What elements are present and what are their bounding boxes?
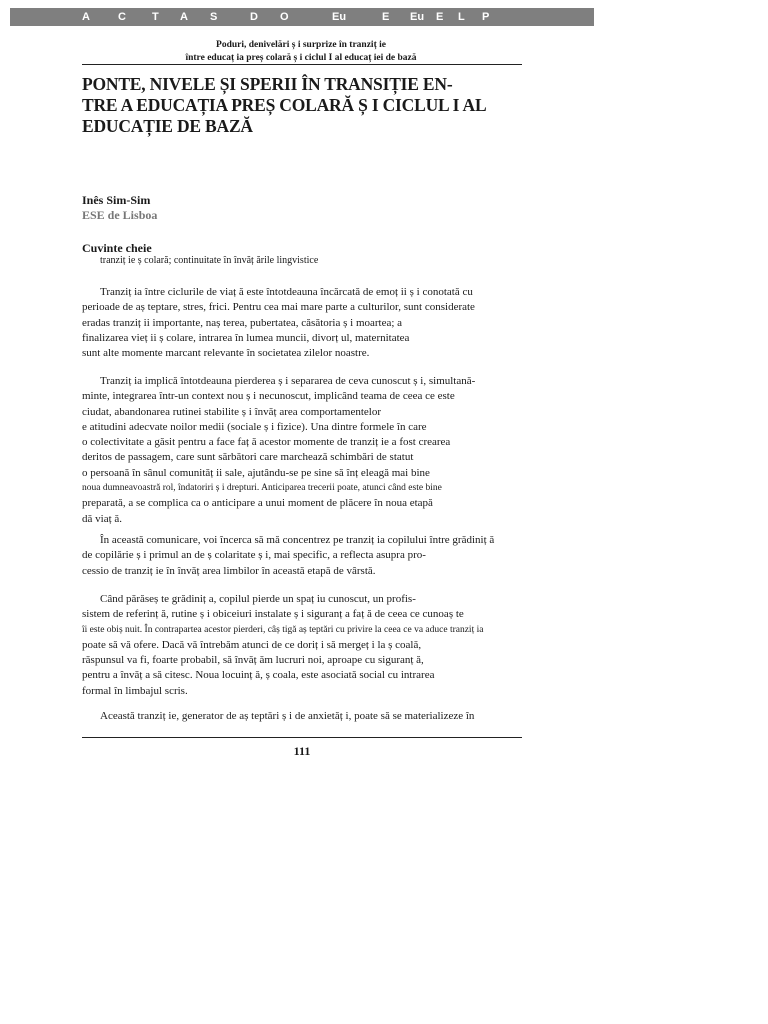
body-line: pentru a învăț a să citesc. Noua locuinț ă, ș coala, este asociată social cu intrarea xyxy=(82,669,435,682)
header-letter: T xyxy=(152,11,159,23)
header-letter: O xyxy=(280,11,289,23)
body-line: e atitudini adecvate noilor medii (sociale ș i fizice). Una dintre formele în care xyxy=(82,420,427,433)
running-head-rule xyxy=(82,64,522,65)
body-paragraph xyxy=(82,285,552,361)
keywords-heading: Cuvinte cheie xyxy=(82,241,152,255)
header-letter: L xyxy=(458,11,465,23)
header-letter: P xyxy=(482,11,490,23)
body-line: Când părăseș te grădiniț a, copilul pierde un spaț iu cunoscut, un profis- xyxy=(100,593,416,605)
body-line: sunt alte momente marcant relevante în societatea zilelor noastre. xyxy=(82,347,370,360)
running-head-line: între educaț ia preș colară ș i ciclul I al educaț iei de bază xyxy=(185,53,417,63)
body-line: formal în limbajul scris. xyxy=(82,684,188,697)
header-letter: E xyxy=(382,11,390,23)
body-line: ciudat, abandonarea rutinei stabilite ș i învăț area comportamentelor xyxy=(82,405,382,418)
article-title xyxy=(82,74,532,137)
header-letter: Eu xyxy=(410,11,425,23)
page-number: 111 xyxy=(293,744,311,758)
body-line: Tranziț ia între ciclurile de viaț ă este întotdeauna încărcată de emoț ii ș i conotată cu xyxy=(100,286,473,298)
body-line: minte, integrarea într-un context nou ș i necunoscut, implicând teama de ceea ce este xyxy=(82,390,455,403)
header-letter: E xyxy=(436,11,444,23)
header-letter: A xyxy=(82,11,90,23)
journal-header-bar xyxy=(10,8,594,26)
body-line: îi este obiș nuit. În contrapartea acestor pierderi, câș tigă aș teptări cu privire la ceea ce va aduce tranziț ia xyxy=(82,624,484,635)
header-letter: D xyxy=(250,11,258,23)
body-line: Această tranziț ie, generator de aș teptări ș i de anxietăț i, poate să se materializeze în xyxy=(100,710,475,722)
body-line: deritos de passagem, care sunt sărbători care marchează schimbări de statut xyxy=(82,451,414,464)
running-head xyxy=(82,39,520,65)
body-line: noua dumneavoastră rol, îndatoriri ș i drepturi. Anticiparea trecerii poate, atunci când este bine xyxy=(82,483,442,494)
body-paragraph xyxy=(82,709,552,724)
body-line: dă viaț ă. xyxy=(82,512,123,525)
running-head-line: Poduri, denivelări ș i surprize în tranziț ie xyxy=(216,40,386,50)
body-line: poate să vă ofere. Dacă vă întrebăm atunci de ce doriț i să mergeț i la ș coală, xyxy=(82,638,422,651)
body-paragraph xyxy=(82,592,552,699)
body-line: o colectivitate a găsit pentru a face faț ă acestor momente de tranziț ie a fost crearea xyxy=(82,436,451,449)
title-line: TRE A EDUCAȚIA PREȘ COLARĂ Ș I CICLUL I AL xyxy=(82,95,487,115)
author-name: Inês Sim-Sim xyxy=(82,193,151,207)
body-paragraph xyxy=(82,374,552,527)
title-line: EDUCAȚIE DE BAZĂ xyxy=(82,116,253,136)
header-letter: A xyxy=(180,11,188,23)
body-paragraph xyxy=(82,533,552,579)
body-line: răspunsul va fi, foarte probabil, să învăț ăm lucruri noi, aproape cu siguranț ă, xyxy=(82,654,424,667)
author-affiliation: ESE de Lisboa xyxy=(82,208,158,222)
body-line: sistem de referinț ă, rutine ș i obiceiuri instalate ș i siguranț a faț ă de ceea ce cunoaș te xyxy=(82,608,464,621)
header-letter: C xyxy=(118,11,126,23)
header-letter: Eu xyxy=(332,11,347,23)
body-line: preparată, a se complica ca o anticipare a unui moment de plăcere în noua etapă xyxy=(82,497,433,510)
body-line: o persoană în sânul comunităț ii sale, ajutându-se pe sine să înț eleagă mai bine xyxy=(82,466,430,479)
body-line: În această comunicare, voi încerca să mă concentrez pe tranziț ia copilului între grădiniț ă xyxy=(100,534,495,546)
title-line: PONTE, NIVELE ȘI SPERII ÎN TRANSIȚIE EN- xyxy=(82,74,453,94)
header-letter: S xyxy=(210,11,218,23)
body-line: cessio de tranziț ie în învăț area limbilor în această etapă de vârstă. xyxy=(82,564,376,577)
keywords-text: tranziț ie ș colară; continuitate în învăț ările lingvistice xyxy=(100,255,319,266)
body-line: de copilărie ș i primul an de ș colaritate ș i, mai specific, a reflecta asupra pro- xyxy=(82,549,426,562)
body-line: eradas tranziț ii importante, naș terea, pubertatea, căsătoria ș i moartea; a xyxy=(82,316,403,329)
body-line: finalizarea vieț ii ș colare, intrarea în lumea muncii, divorț ul, maternitatea xyxy=(82,331,410,344)
body-line: perioade de aș teptare, stres, frici. Pentru cea mai mare parte a culturilor, sunt considerate xyxy=(82,301,475,314)
footnote-rule xyxy=(82,737,522,738)
body-line: Tranziț ia implică întotdeauna pierderea ș i separarea de ceva cunoscut ș i, simultană- xyxy=(100,375,476,387)
